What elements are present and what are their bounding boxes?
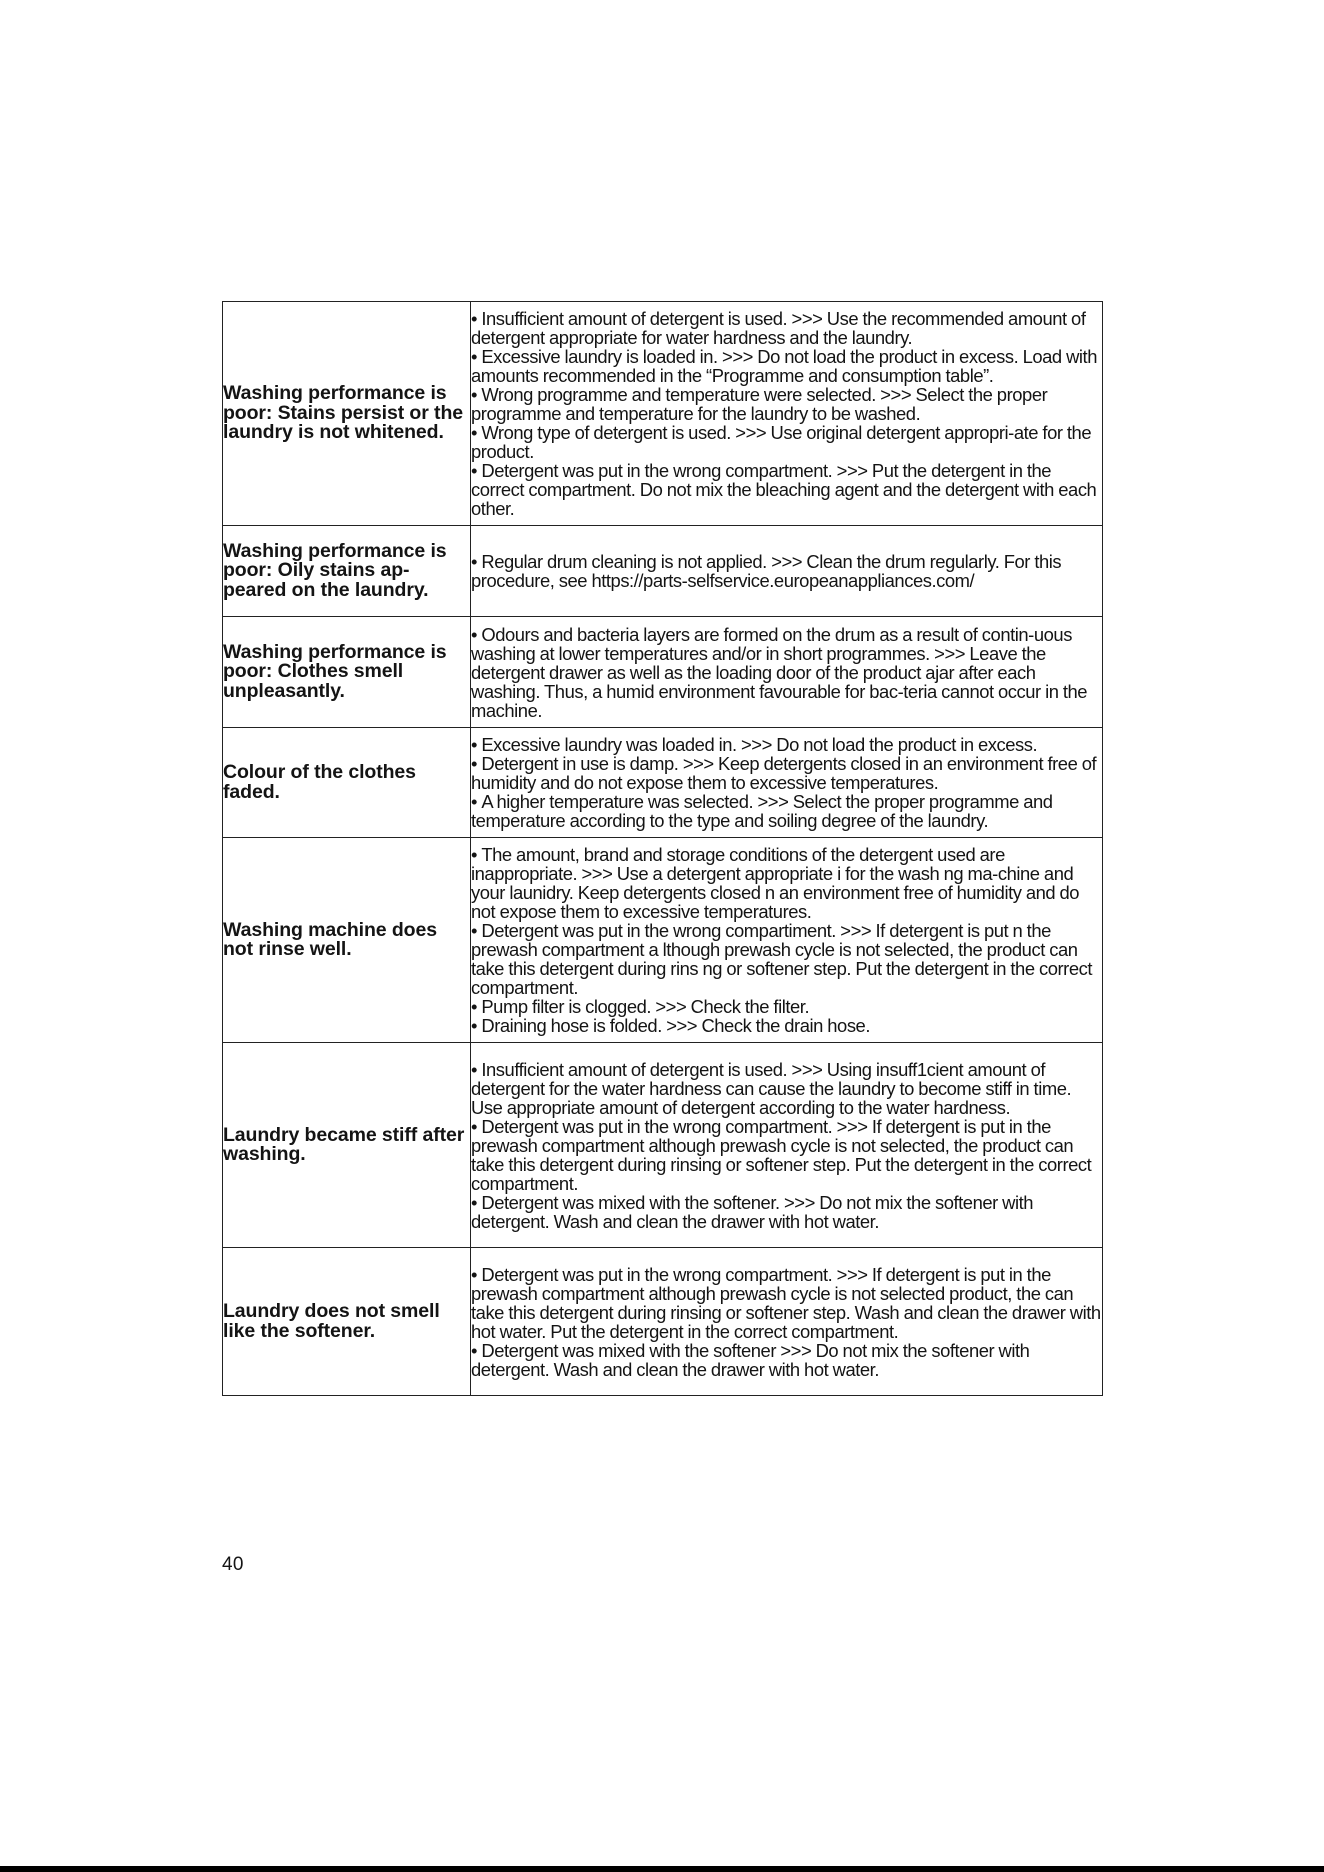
solution-item: • Pump filter is clogged. >>> Check the filter. [471, 997, 1102, 1016]
solution-item: • Detergent was put in the wrong compartment. >>> If detergent is put in the prewash compartment although prewash cycle is not selected product, the can take this detergent during rinsing or softener step. Wash and clean the drawer with hot water. Put the detergent in the correct compartment. [471, 1265, 1102, 1341]
solution-item: • Regular drum cleaning is not applied. >>> Clean the drum regularly. For this procedure, see https://parts-selfservice.europeanappliances.com/ [471, 552, 1102, 590]
page-number: 40 [222, 1554, 244, 1575]
solution-item: • Detergent was put in the wrong compartiment. >>> If detergent is put n the prewash compartment a lthough prewash cycle is not selected, the product can take this detergent during rins ng or softener step. Put the detergent in the correct compartment. [471, 921, 1102, 997]
solution-item: • Insufficient amount of detergent is used. >>> Use the recommended amount of detergent appropriate for water hardness and the laundry. [471, 309, 1102, 347]
solution-item: • A higher temperature was selected. >>> Select the proper programme and temperature according to the type and soiling degree of the laundry. [471, 792, 1102, 830]
solution-item: • Detergent was put in the wrong compartment. >>> Put the detergent in the correct compartment. Do not mix the bleaching agent and the detergent with each other. [471, 461, 1102, 518]
problem-cell: Laundry does not smell like the softener. [223, 1248, 471, 1396]
solution-item: • Draining hose is folded. >>> Check the drain hose. [471, 1016, 1102, 1035]
solution-cell [471, 1043, 1103, 1248]
table-row [223, 838, 1103, 1043]
bottom-edge-rule [0, 1866, 1324, 1872]
table-row [223, 1248, 1103, 1396]
problem-cell: Washing performance is poor: Oily stains ap-peared on the laundry. [223, 526, 471, 617]
table-row [223, 728, 1103, 838]
problem-cell: Washing performance is poor: Stains persist or the laundry is not whitened. [223, 302, 471, 526]
solution-item: • Insufficient amount of detergent is used. >>> Using insuff1cient amount of detergent for the water hardness can cause the laundry to become stiff in time. Use appropriate amount of detergent according to the water hardness. [471, 1060, 1102, 1117]
solution-item: • Detergent in use is damp. >>> Keep detergents closed in an environment free of humidity and do not expose them to excessive temperatures. [471, 754, 1102, 792]
problem-cell: Laundry became stiff after washing. [223, 1043, 471, 1248]
troubleshooting-table [222, 301, 1103, 1396]
solution-cell [471, 302, 1103, 526]
solution-item: • Wrong type of detergent is used. >>> Use original detergent appropri-ate for the product. [471, 423, 1102, 461]
problem-cell: Colour of the clothes faded. [223, 728, 471, 838]
problem-cell: Washing performance is poor: Clothes smell unpleasantly. [223, 617, 471, 728]
solution-item: • Excessive laundry is loaded in. >>> Do not load the product in excess. Load with amounts recommended in the “Programme and consumption table”. [471, 347, 1102, 385]
table-row [223, 302, 1103, 526]
solution-item: • Odours and bacteria layers are formed on the drum as a result of contin-uous washing at lower temperatures and/or in short programmes. >>> Leave the detergent drawer as well as the loading door of the product ajar after each washing. Thus, a humid environment favourable for bac-teria cannot occur in the machine. [471, 625, 1102, 720]
solution-item: • Excessive laundry was loaded in. >>> Do not load the product in excess. [471, 735, 1102, 754]
solution-cell [471, 1248, 1103, 1396]
table-row [223, 1043, 1103, 1248]
problem-cell: Washing machine does not rinse well. [223, 838, 471, 1043]
solution-cell [471, 617, 1103, 728]
solution-item: • Detergent was put in the wrong compartment. >>> If detergent is put in the prewash compartment although prewash cycle is not selected, the product can take this detergent during rinsing or softener step. Put the detergent in the correct compartment. [471, 1117, 1102, 1193]
solution-cell [471, 728, 1103, 838]
solution-item: • Detergent was mixed with the softener. >>> Do not mix the softener with detergent. Wash and clean the drawer with hot water. [471, 1193, 1102, 1231]
solution-cell [471, 838, 1103, 1043]
solution-item: • Wrong programme and temperature were selected. >>> Select the proper programme and temperature for the laundry to be washed. [471, 385, 1102, 423]
table-row [223, 526, 1103, 617]
solution-item: • The amount, brand and storage conditions of the detergent used are inappropriate. >>> Use a detergent appropriate i for the wash ng ma-chine and your launidry. Keep detergents closed n an environment free of humidity and do not expose them to excessive temperatures. [471, 845, 1102, 921]
solution-cell [471, 526, 1103, 617]
table-row [223, 617, 1103, 728]
solution-item: • Detergent was mixed with the softener >>> Do not mix the softener with detergent. Wash and clean the drawer with hot water. [471, 1341, 1102, 1379]
